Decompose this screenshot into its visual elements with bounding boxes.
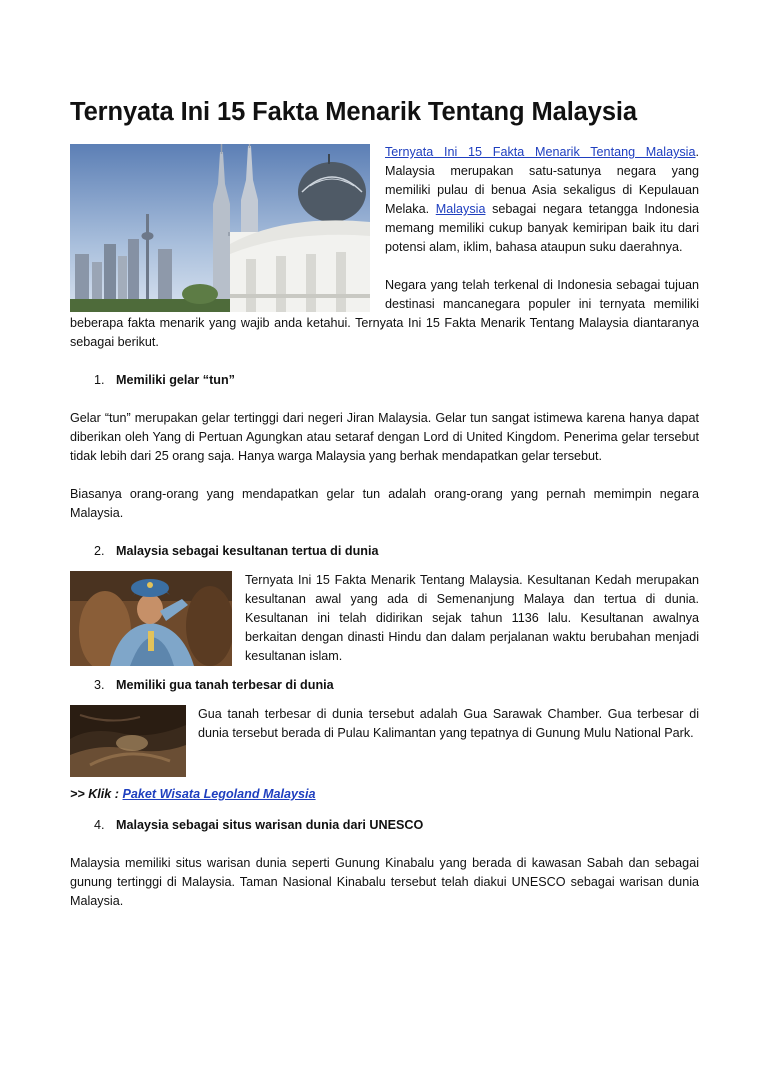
article — [70, 96, 699, 911]
section-1-paragraph-1: Gelar “tun” merupakan gelar tertinggi dari negeri Jiran Malaysia. Gelar tun sangat istimewa karena hanya dapat diberikan oleh Yang di Pertuan Agungkan atau setaraf dengan Lord di United Kingdom. Penerima gelar tersebut tidak lebih dari 25 orang saja. Hanya warga Malaysia yang berhak mendapatkan gelar tersebut. — [70, 411, 699, 463]
section-heading-4 — [94, 816, 699, 835]
section-heading-1 — [94, 371, 699, 390]
intro-text-1: . Malaysia merupakan satu-satunya negara yang memiliki pulau di benua Asia sekaligus di Kepulauan Melaka. — [385, 145, 699, 216]
intro-title-link[interactable]: Ternyata Ini 15 Fakta Menarik Tentang Malaysia — [385, 145, 696, 159]
cave-image — [70, 705, 186, 777]
section-title: Malaysia sebagai kesultanan tertua di dunia — [116, 544, 379, 558]
section-3-paragraph: Gua tanah terbesar di dunia tersebut adalah Gua Sarawak Chamber. Gua terbesar di dunia tersebut berada di Pulau Kalimantan yang tepatnya di Gunung Mulu National Park. — [198, 707, 699, 740]
section-1-paragraph-2: Biasanya orang-orang yang mendapatkan gelar tun adalah orang-orang yang pernah memimpin negara Malaysia. — [70, 487, 699, 520]
section-number: 3. — [94, 678, 105, 692]
section-heading-2 — [94, 542, 699, 561]
promo-line — [70, 785, 699, 804]
promo-link[interactable]: Paket Wisata Legoland Malaysia — [122, 787, 316, 801]
intro-text-2: sebagai negara tetangga Indonesia memang memiliki cukup banyak kemiripan baik itu dari potensi alam, iklim, bahasa ataupun suku daerahnya. — [385, 202, 699, 254]
section-heading-3 — [94, 676, 699, 695]
page-title: Ternyata Ini 15 Fakta Menarik Tentang Malaysia — [70, 98, 637, 126]
malaysia-link[interactable]: Malaysia — [435, 202, 486, 216]
section-4-paragraph: Malaysia memiliki situs warisan dunia seperti Gunung Kinabalu yang berada di kawasan Sabah dan sebagai gunung tertinggi di Malaysia. Taman Nasional Kinabalu tersebut telah diakui UNESCO sebagai warisan dunia Malaysia. — [70, 856, 699, 908]
section-number: 4. — [94, 818, 105, 832]
intro-paragraph-2: Negara yang telah terkenal di Indonesia sebagai tujuan destinasi mancanegara populer ini ternyata memiliki beberapa fakta menarik yang wajib anda ketahui. Ternyata Ini 15 Fakta Menarik Tentang Malaysia diantaranya sebagai berikut. — [70, 278, 699, 349]
section-2-paragraph: Ternyata Ini 15 Fakta Menarik Tentang Malaysia. Kesultanan Kedah merupakan kesultanan awal yang ada di Semenanjung Malaya dan tertua di dunia. Kesultanan ini telah didirikan sejak tahun 1136 lalu. Kesultanan awalnya berkaitan dengan dinasti Hindu dan dalam perjalanan waktu berubahan menjadi kesultanan islam. — [245, 573, 699, 663]
section-number: 1. — [94, 373, 105, 387]
promo-prefix: >> Klik : — [70, 787, 123, 801]
kuala-lumpur-skyline-image — [70, 144, 370, 312]
section-title: Memiliki gelar “tun” — [116, 373, 235, 387]
section-title: Memiliki gua tanah terbesar di dunia — [116, 678, 334, 692]
section-title: Malaysia sebagai situs warisan dunia dari UNESCO — [116, 818, 424, 832]
section-number: 2. — [94, 544, 105, 558]
sultan-image — [70, 571, 232, 666]
